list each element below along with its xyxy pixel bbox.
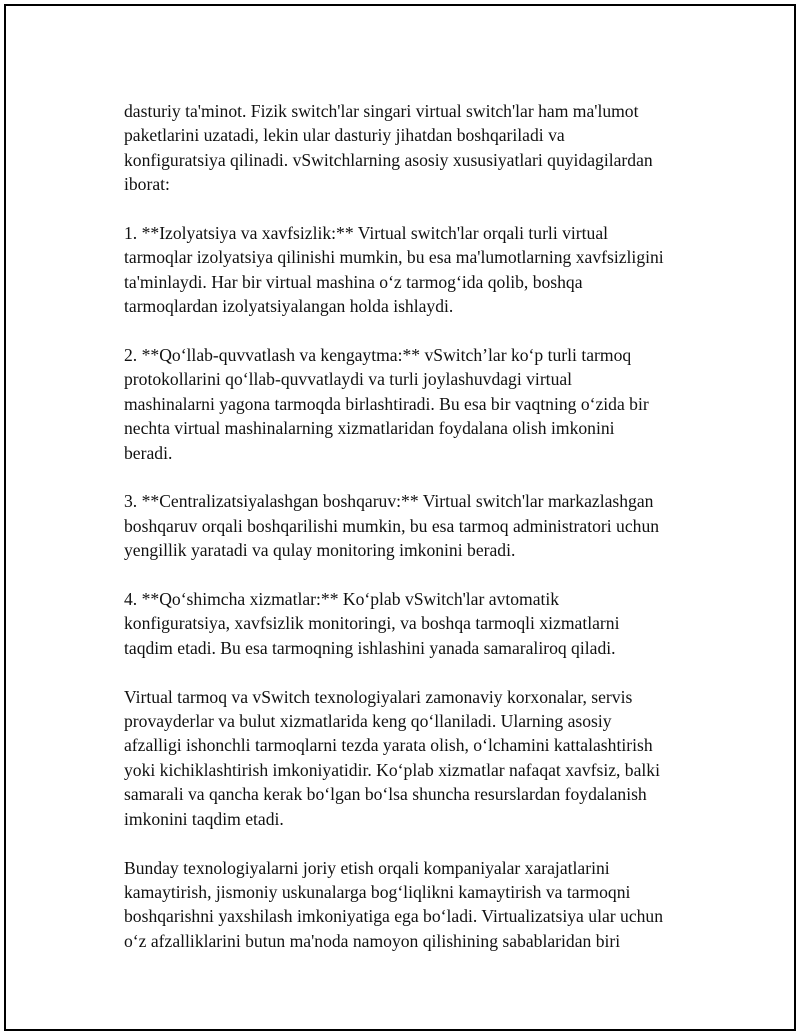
text-line: 2. **Qo‘llab-quvvatlash va kengaytma:** vSwitch’lar ko‘p turli tarmoq <box>124 345 632 366</box>
text-line: afzalligi ishonchli tarmoqlarni tezda yarata olish, o‘lchamini kattalashtirish <box>124 735 653 756</box>
text-line: konfiguratsiya qilinadi. vSwitchlarning asosiy xususiyatlari quyidagilardan <box>124 149 653 170</box>
text-line: 3. **Centralizatsiyalashgan boshqaruv:** Virtual switch'lar markazlashgan <box>124 491 654 512</box>
item-1-paragraph <box>124 221 704 319</box>
text-line: protokollarini qo‘llab-quvvatlaydi va turli joylashuvdagi virtual <box>124 369 573 390</box>
text-line: samarali va qancha kerak bo‘lgan bo‘lsa shuncha resurslardan foydalanish <box>124 784 647 805</box>
text-line: Bunday texnologiyalarni joriy etish orqali kompaniyalar xarajatlarini <box>124 857 610 878</box>
text-line: paketlarini uzatadi, lekin ular dasturiy jihatdan boshqariladi va <box>124 125 565 146</box>
text-line: taqdim etadi. Bu esa tarmoqning ishlashini yanada samaraliroq qiladi. <box>124 637 616 658</box>
item-2-paragraph <box>124 343 704 465</box>
text-line: kamaytirish, jismoniy uskunalarga bog‘liqlikni kamaytirish va tarmoqni <box>124 881 631 902</box>
summary-paragraph <box>124 685 704 831</box>
item-4-paragraph <box>124 587 704 660</box>
text-line: ta'minlaydi. Har bir virtual mashina o‘z tarmog‘ida qolib, boshqa <box>124 271 583 292</box>
text-line: imkonini taqdim etadi. <box>124 808 284 829</box>
item-3-paragraph <box>124 489 704 562</box>
text-line: yoki kichiklashtirish imkoniyatidir. Ko‘plab xizmatlar nafaqat xavfsiz, balki <box>124 759 660 780</box>
text-line: Virtual tarmoq va vSwitch texnologiyalari zamonaviy korxonalar, servis <box>124 686 633 707</box>
intro-paragraph <box>124 99 704 197</box>
text-line: konfiguratsiya, xavfsizlik monitoringi, va boshqa tarmoqli xizmatlarni <box>124 613 620 634</box>
closing-paragraph <box>124 856 704 954</box>
text-line: 1. **Izolyatsiya va xavfsizlik:** Virtual switch'lar orqali turli virtual <box>124 223 609 244</box>
document-body <box>124 99 704 978</box>
text-line: dasturiy ta'minot. Fizik switch'lar singari virtual switch'lar ham ma'lumot <box>124 101 639 121</box>
text-line: iborat: <box>124 174 170 195</box>
text-line: o‘z afzalliklarini butun ma'noda namoyon qilishining sabablaridan biri <box>124 930 621 951</box>
text-line: yengillik yaratadi va qulay monitoring imkonini beradi. <box>124 540 516 561</box>
text-line: nechta virtual mashinalarning xizmatlaridan foydalana olish imkonini <box>124 418 615 439</box>
text-line: tarmoqlardan izolyatsiyalangan holda ishlaydi. <box>124 296 454 317</box>
text-line: beradi. <box>124 442 173 463</box>
text-line: boshqaruv orqali boshqarilishi mumkin, bu esa tarmoq administratori uchun <box>124 515 660 536</box>
text-line: mashinalarni yagona tarmoqda birlashtiradi. Bu esa bir vaqtning o‘zida bir <box>124 393 649 414</box>
text-line: provayderlar va bulut xizmatlarida keng qo‘llaniladi. Ularning asosiy <box>124 711 612 732</box>
text-line: tarmoqlar izolyatsiya qilinishi mumkin, bu esa ma'lumotlarning xavfsizligini <box>124 247 664 268</box>
text-line: 4. **Qo‘shimcha xizmatlar:** Ko‘plab vSwitch'lar avtomatik <box>124 589 560 610</box>
text-line: boshqarishni yaxshilash imkoniyatiga ega bo‘ladi. Virtualizatsiya ular uchun <box>124 906 664 927</box>
page-frame <box>4 4 796 1031</box>
